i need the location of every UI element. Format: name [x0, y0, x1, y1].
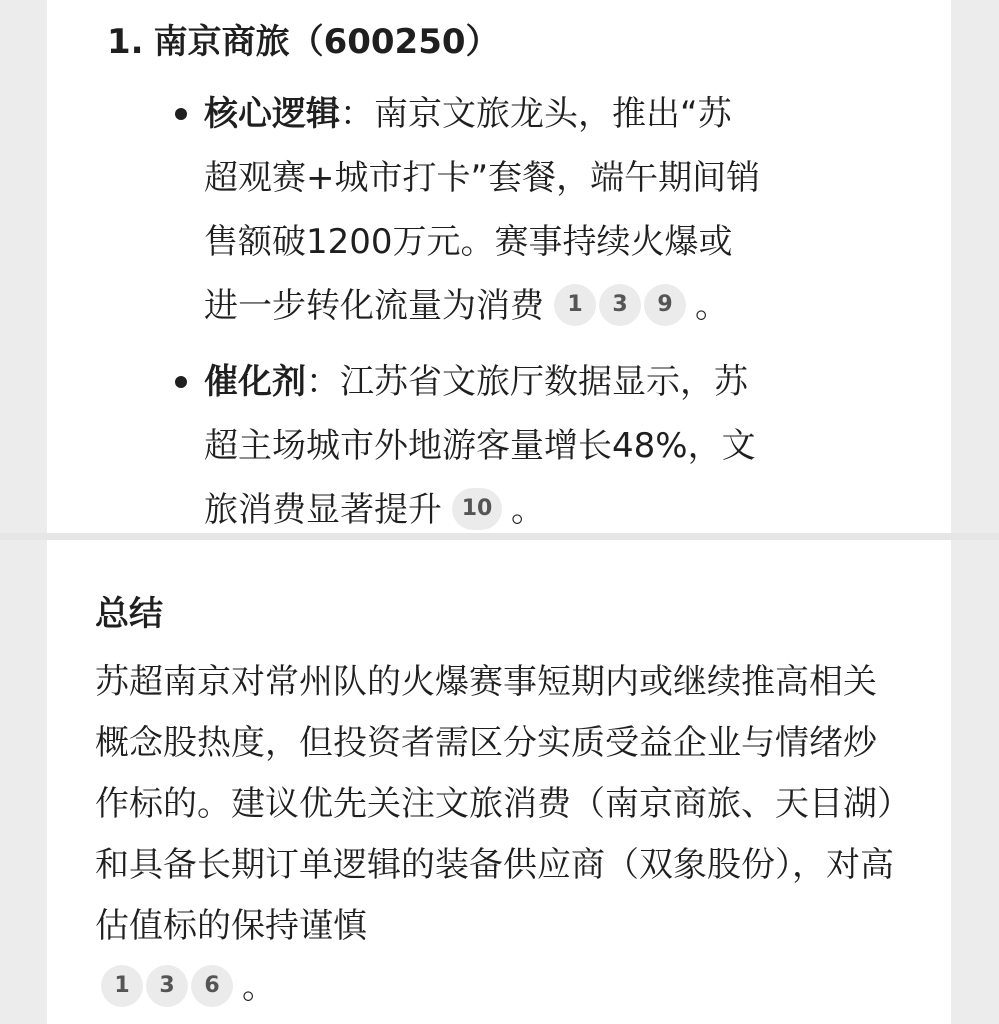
- citation-badge[interactable]: 6: [191, 965, 233, 1007]
- citation-badge[interactable]: 3: [599, 284, 641, 326]
- summary-text: 苏超南京对常州队的火爆赛事短期内或继续推高相关概念股热度，但投资者需区分实质受益企业与情绪炒作标的。建议优先关注文旅消费（南京商旅、天目湖）和具备长期订单逻辑的装备供应商（双象股份），对高估值标的保持谨慎: [95, 662, 894, 946]
- bullet-separator: ：: [306, 362, 340, 402]
- right-gutter-bottom: [951, 540, 999, 1024]
- summary-title: 总结: [95, 594, 163, 634]
- left-gutter-bottom: [0, 540, 47, 1024]
- bullet-text: 江苏省文旅厅数据显示，苏超主场城市外地游客量增长48%，文旅消费显著提升: [204, 362, 756, 530]
- bullet-term: 催化剂: [204, 362, 306, 402]
- bullet-core-logic: [47, 82, 764, 338]
- left-gutter-top: [0, 0, 47, 533]
- bullet-end: 。: [511, 490, 545, 530]
- bullet-dot-icon: [175, 108, 187, 120]
- citation-group: [101, 967, 236, 1007]
- bullet-end: 。: [695, 286, 729, 326]
- item-heading: [107, 18, 500, 66]
- bullet-dot-icon: [175, 376, 187, 388]
- citation-group: [452, 490, 505, 530]
- citation-group: [554, 286, 689, 326]
- bullet-term: 核心逻辑: [204, 94, 340, 134]
- citation-badge[interactable]: 1: [554, 284, 596, 326]
- citation-badge[interactable]: 1: [101, 965, 143, 1007]
- item-number: 1.: [107, 22, 144, 62]
- citation-badge[interactable]: 10: [452, 488, 502, 530]
- item-title: 南京商旅（600250）: [153, 22, 500, 62]
- summary-body: [95, 652, 903, 1018]
- summary-end: 。: [242, 967, 276, 1007]
- bullet-list: [47, 82, 764, 554]
- citation-badge[interactable]: 3: [146, 965, 188, 1007]
- stock-item-card: [47, 0, 951, 533]
- summary-card: [47, 540, 951, 1024]
- bullet-separator: ：: [340, 94, 374, 134]
- bullet-catalyst: [47, 350, 764, 542]
- citation-badge[interactable]: 9: [644, 284, 686, 326]
- right-gutter-top: [951, 0, 999, 533]
- bullet-text: 南京文旅龙头，推出“苏超观赛+城市打卡”套餐，端午期间销售额破1200万元。赛事持续火爆或进一步转化流量为消费: [204, 94, 761, 326]
